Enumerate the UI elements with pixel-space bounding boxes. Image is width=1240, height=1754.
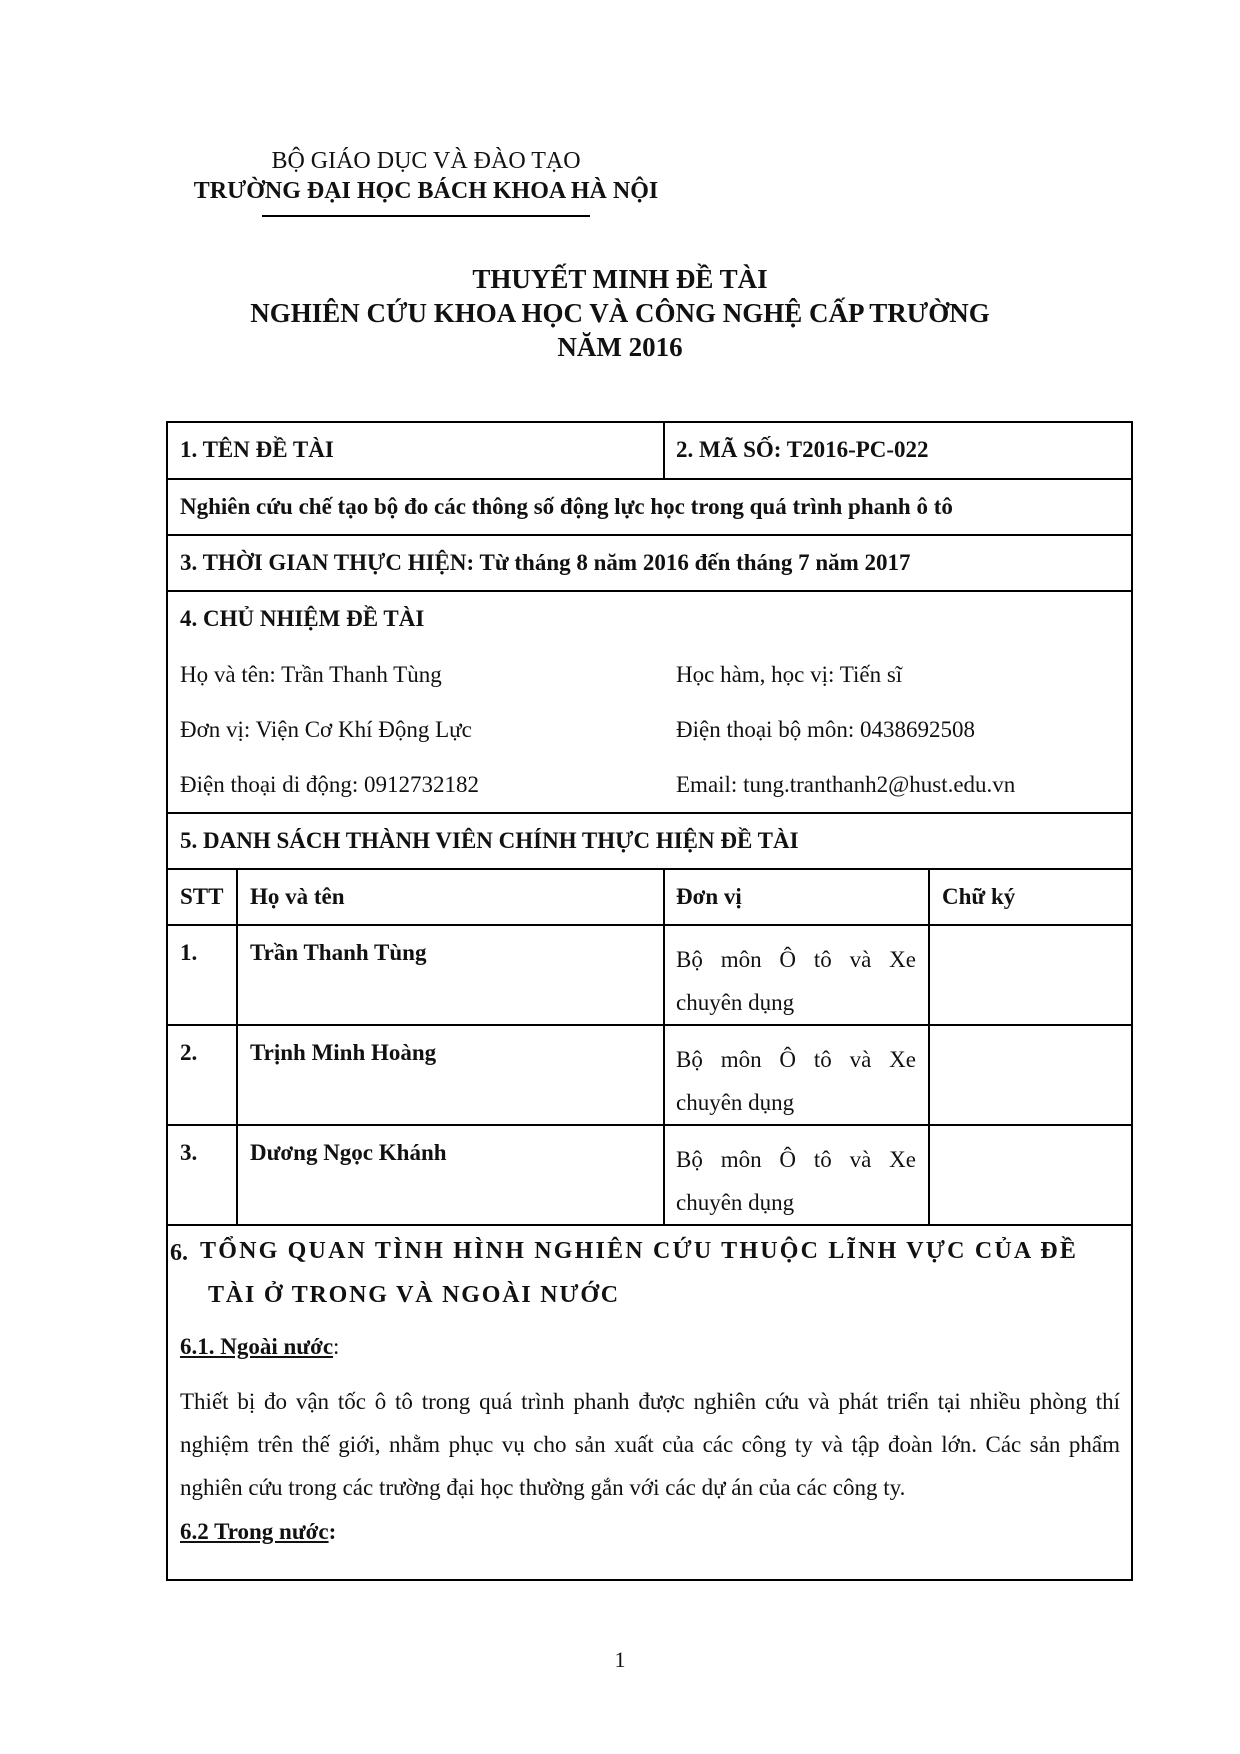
divider [928, 1026, 930, 1124]
pi-degree: Học hàm, học vị: Tiến sĩ [676, 662, 903, 687]
member-stt: 3. [180, 1140, 198, 1165]
table-row [168, 1124, 1131, 1224]
subsection-6-2-label: 6.2 Trong nước [180, 1519, 329, 1544]
subsection-6-2-heading [180, 1519, 336, 1545]
member-name: Trịnh Minh Hoàng [250, 1040, 437, 1065]
row-members-heading [168, 812, 1131, 868]
header-name: Họ và tên [250, 884, 345, 909]
divider [663, 423, 665, 478]
topic-name-label: 1. TÊN ĐỀ TÀI [180, 437, 334, 462]
divider [928, 870, 930, 924]
pi-dept-phone: Điện thoại bộ môn: 0438692508 [676, 717, 975, 742]
subsection-6-1-label: 6.1. Ngoài nước [180, 1334, 334, 1359]
subsection-6-1-heading [180, 1334, 339, 1360]
title-line-3: NĂM 2016 [557, 332, 683, 362]
member-name: Dương Ngọc Khánh [250, 1140, 447, 1165]
header-signature: Chữ ký [942, 884, 1016, 909]
divider [236, 870, 238, 924]
pi-section-label: 4. CHỦ NHIỆM ĐỀ TÀI [180, 606, 425, 631]
table-row [168, 924, 1131, 1024]
section6-number: 6. [170, 1240, 188, 1266]
divider [236, 926, 238, 1024]
duration-text: 3. THỜI GIAN THỰC HIỆN: Từ tháng 8 năm 2016 đến tháng 7 năm 2017 [180, 550, 911, 575]
divider [663, 870, 665, 924]
section-overview [168, 1224, 1131, 1579]
university-name: TRƯỜNG ĐẠI HỌC BÁCH KHOA HÀ NỘI [193, 178, 659, 204]
pi-name: Họ và tên: Trần Thanh Tùng [180, 662, 442, 687]
members-section-label: 5. DANH SÁCH THÀNH VIÊN CHÍNH THỰC HIỆN ĐỀ TÀI [180, 828, 799, 853]
project-code-label: 2. MÃ SỐ: T2016-PC-022 [676, 437, 929, 462]
row-duration [168, 534, 1131, 590]
member-unit: Bộ môn Ô tô và Xe chuyên dụng [676, 1147, 916, 1215]
page-number: 1 [614, 1647, 626, 1672]
divider [663, 1026, 665, 1124]
member-stt: 1. [180, 940, 198, 965]
member-unit: Bộ môn Ô tô và Xe chuyên dụng [676, 1047, 916, 1115]
members-table-header [168, 868, 1131, 924]
row-title-code [168, 423, 1131, 478]
pi-email: Email: tung.tranthanh2@hust.edu.vn [676, 772, 1016, 797]
proposal-form [166, 421, 1133, 1581]
row-principal-investigator [168, 590, 1131, 812]
document-title [0, 262, 1240, 364]
member-stt: 2. [180, 1040, 198, 1065]
subsection-6-2-colon: : [328, 1519, 337, 1544]
subsection-6-1-paragraph: Thiết bị đo vận tốc ô tô trong quá trình phanh được nghiên cứu và phát triển tại nhiều phòng thí nghiệm trên thế giới, nhằm phục vụ cho sản xuất của các công ty và tập đoàn lớn. Các sản phẩm nghiên cứu trong các trường đại học thường gắn với các dự án của các công ty. [180, 1389, 1120, 1500]
title-line-1: THUYẾT MINH ĐỀ TÀI [472, 264, 768, 294]
divider [928, 1126, 930, 1224]
divider [663, 1126, 665, 1224]
section6-title-line-2: TÀI Ở TRONG VÀ NGOÀI NƯỚC [208, 1282, 620, 1308]
section6-title-line-1: TỔNG QUAN TÌNH HÌNH NGHIÊN CỨU THUỘC LĨNH VỰC CỦA ĐỀ [200, 1238, 1079, 1264]
member-name: Trần Thanh Tùng [250, 940, 427, 965]
divider [236, 1126, 238, 1224]
table-row [168, 1024, 1131, 1124]
topic-text: Nghiên cứu chế tạo bộ đo các thông số động lực học trong quá trình phanh ô tô [180, 494, 953, 519]
header-unit: Đơn vị [676, 884, 742, 909]
divider [928, 926, 930, 1024]
divider [236, 1026, 238, 1124]
row-topic [168, 478, 1131, 534]
member-unit: Bộ môn Ô tô và Xe chuyên dụng [676, 947, 916, 1015]
pi-mobile: Điện thoại di động: 0912732182 [180, 772, 479, 797]
header-stt: STT [180, 884, 224, 909]
ministry-name: BỘ GIÁO DỤC VÀ ĐÀO TẠO [271, 148, 581, 174]
pi-unit: Đơn vị: Viện Cơ Khí Động Lực [180, 717, 472, 742]
subsection-6-1-colon: : [333, 1334, 340, 1359]
title-line-2: NGHIÊN CỨU KHOA HỌC VÀ CÔNG NGHỆ CẤP TRƯỜNG [250, 298, 990, 328]
document-header [180, 146, 672, 206]
header-underline [262, 215, 590, 217]
divider [663, 926, 665, 1024]
